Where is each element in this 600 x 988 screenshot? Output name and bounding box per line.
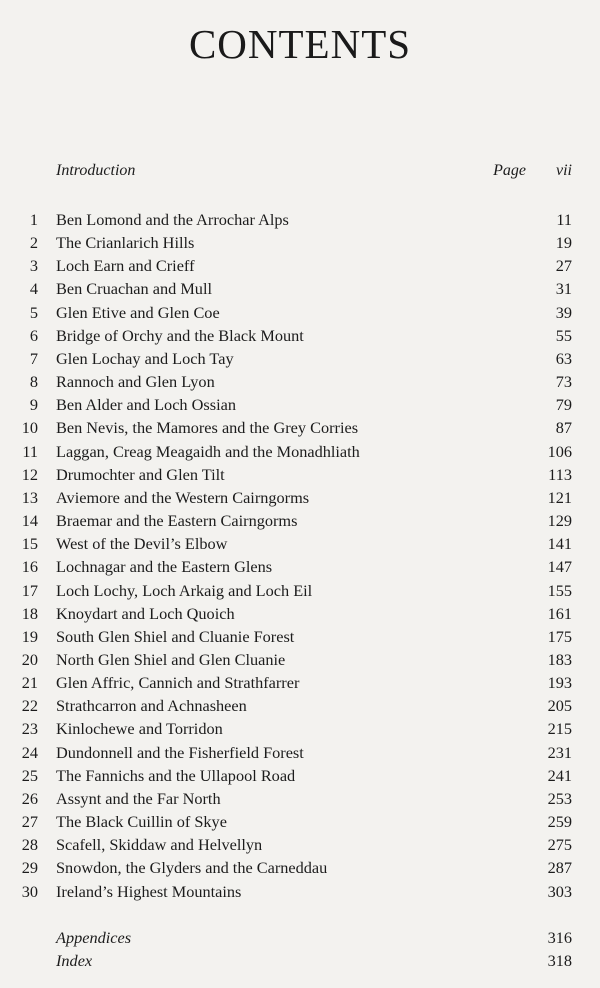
chapter-page: 259 (547, 812, 572, 832)
chapter-row[interactable] (20, 532, 572, 555)
chapter-title: North Glen Shiel and Glen Cluanie (56, 649, 286, 669)
chapter-number: 9 (29, 395, 38, 415)
chapter-number: 4 (29, 279, 38, 299)
chapter-title: Laggan, Creag Meagaidh and the Monadhliath (56, 441, 360, 461)
chapter-title: Glen Lochay and Loch Tay (56, 348, 234, 368)
chapter-page: 79 (555, 395, 572, 415)
page-word: Page (493, 162, 526, 179)
chapter-title: Strathcarron and Achnasheen (56, 696, 247, 716)
page-title: CONTENTS (188, 21, 412, 67)
chapter-row[interactable] (20, 880, 572, 903)
chapter-number: 16 (21, 557, 38, 577)
chapter-number: 17 (21, 580, 38, 600)
chapter-page: 106 (547, 441, 572, 461)
chapter-number: 19 (21, 626, 38, 646)
chapter-title: South Glen Shiel and Cluanie Forest (56, 626, 295, 646)
chapter-title: Lochnagar and the Eastern Glens (56, 557, 273, 577)
chapter-row[interactable] (20, 694, 572, 717)
introduction-label: Introduction (56, 162, 136, 179)
chapter-number: 12 (21, 464, 38, 484)
chapter-page: 55 (555, 325, 572, 345)
chapter-row[interactable] (20, 509, 572, 532)
chapter-page: 11 (556, 210, 572, 229)
chapter-number: 21 (21, 673, 38, 693)
chapter-title: Kinlochewe and Torridon (56, 719, 223, 739)
chapter-page: 193 (547, 673, 572, 693)
chapter-row[interactable] (20, 393, 572, 416)
chapter-number: 27 (21, 812, 38, 832)
chapter-title: Ireland’s Highest Mountains (56, 881, 242, 901)
chapter-title: Scafell, Skiddaw and Helvellyn (56, 835, 263, 855)
chapter-page: 141 (547, 534, 572, 554)
chapter-number: 23 (21, 719, 38, 739)
chapter-number: 8 (29, 372, 38, 392)
chapter-page: 275 (547, 835, 572, 855)
chapter-number: 11 (22, 441, 38, 461)
chapter-row[interactable] (20, 717, 572, 740)
chapter-page: 303 (547, 881, 572, 901)
chapter-row[interactable] (20, 602, 572, 625)
chapter-page: 253 (547, 788, 572, 808)
chapter-page: 183 (547, 649, 572, 669)
chapter-number: 3 (29, 256, 38, 276)
chapter-number: 26 (21, 788, 38, 808)
chapter-title: Snowdon, the Glyders and the Carneddau (56, 858, 328, 878)
back-matter-page: 318 (547, 951, 572, 971)
chapter-title: Ben Alder and Loch Ossian (56, 395, 236, 415)
chapter-page: 27 (555, 256, 572, 276)
chapter-row[interactable] (20, 810, 572, 833)
chapter-page: 287 (547, 858, 572, 878)
chapter-page: 205 (547, 696, 572, 716)
chapter-page: 175 (547, 626, 572, 646)
chapter-row[interactable] (20, 347, 572, 370)
back-matter-title: Appendices (56, 928, 132, 947)
chapter-number: 25 (21, 765, 38, 785)
chapter-title: Braemar and the Eastern Cairngorms (56, 511, 298, 531)
chapter-number: 24 (21, 742, 38, 762)
chapter-row[interactable] (20, 486, 572, 509)
chapter-row[interactable] (20, 463, 572, 486)
chapter-number: 14 (21, 511, 38, 531)
chapter-page: 63 (555, 348, 572, 368)
chapter-title: The Black Cuillin of Skye (56, 812, 227, 832)
chapter-row[interactable] (20, 277, 572, 300)
introduction-page: vii (556, 162, 572, 179)
chapter-number: 29 (21, 858, 38, 878)
chapter-title: Loch Lochy, Loch Arkaig and Loch Eil (56, 580, 313, 600)
chapter-row[interactable] (20, 671, 572, 694)
chapter-title: Drumochter and Glen Tilt (56, 464, 225, 484)
chapter-title: West of the Devil’s Elbow (56, 534, 228, 554)
chapter-title: Glen Etive and Glen Coe (56, 302, 220, 322)
chapter-row[interactable] (20, 741, 572, 764)
back-matter-list (56, 926, 572, 972)
chapter-number: 20 (21, 649, 38, 669)
chapter-page: 155 (547, 580, 572, 600)
chapter-number: 5 (29, 302, 38, 322)
chapter-row[interactable] (20, 370, 572, 393)
chapter-title: Dundonnell and the Fisherfield Forest (56, 742, 304, 762)
chapter-number: 13 (21, 487, 38, 507)
chapter-row[interactable] (20, 254, 572, 277)
chapter-row[interactable] (20, 579, 572, 602)
chapter-title: Bridge of Orchy and the Black Mount (56, 325, 304, 345)
chapter-row[interactable] (20, 764, 572, 787)
chapter-title: The Fannichs and the Ullapool Road (56, 765, 296, 785)
chapter-row[interactable] (20, 833, 572, 856)
chapter-page: 31 (555, 279, 572, 299)
chapter-page: 161 (547, 603, 572, 623)
chapter-row[interactable] (20, 231, 572, 254)
chapter-number: 6 (29, 325, 38, 345)
chapter-title: Rannoch and Glen Lyon (56, 372, 215, 392)
chapter-number: 7 (29, 348, 38, 368)
chapter-number: 18 (21, 603, 38, 623)
chapter-title: Assynt and the Far North (56, 788, 221, 808)
chapter-title: Ben Nevis, the Mamores and the Grey Corries (56, 418, 359, 438)
back-matter-title: Index (56, 951, 93, 971)
chapter-row[interactable] (20, 625, 572, 648)
chapter-title: Loch Earn and Crieff (56, 256, 195, 276)
chapter-title: Aviemore and the Western Cairngorms (56, 487, 310, 507)
chapter-row[interactable] (20, 856, 572, 879)
chapter-list (20, 208, 572, 903)
introduction-entry[interactable] (56, 162, 572, 186)
back-matter-row[interactable] (56, 949, 572, 972)
chapter-number: 30 (21, 881, 38, 901)
back-matter-row[interactable] (56, 926, 572, 949)
chapter-title: Knoydart and Loch Quoich (56, 603, 235, 623)
chapter-title: Ben Cruachan and Mull (56, 279, 212, 299)
chapter-number: 28 (21, 835, 38, 855)
chapter-page: 39 (555, 302, 572, 322)
chapter-page: 215 (547, 719, 572, 739)
chapter-number: 15 (21, 534, 38, 554)
chapter-row[interactable] (20, 416, 572, 439)
chapter-row[interactable] (20, 555, 572, 578)
chapter-number: 10 (21, 418, 38, 438)
chapter-page: 113 (548, 464, 572, 484)
chapter-page: 241 (547, 765, 572, 785)
chapter-row[interactable] (20, 440, 572, 463)
chapter-page: 231 (547, 742, 572, 762)
chapter-number: 22 (21, 696, 38, 716)
chapter-title: Glen Affric, Cannich and Strathfarrer (56, 673, 300, 693)
chapter-page: 19 (555, 233, 572, 253)
chapter-page: 87 (555, 418, 572, 438)
chapter-row[interactable] (20, 787, 572, 810)
chapter-row[interactable] (20, 208, 572, 231)
chapter-page: 121 (547, 487, 572, 507)
chapter-row[interactable] (20, 324, 572, 347)
chapter-number: 1 (29, 210, 38, 229)
chapter-number: 2 (29, 233, 38, 253)
chapter-page: 147 (547, 557, 572, 577)
chapter-title: The Crianlarich Hills (56, 233, 195, 253)
back-matter-page: 316 (547, 928, 572, 947)
chapter-row[interactable] (20, 648, 572, 671)
chapter-page: 73 (555, 372, 572, 392)
chapter-title: Ben Lomond and the Arrochar Alps (56, 210, 289, 229)
chapter-page: 129 (547, 511, 572, 531)
chapter-row[interactable] (20, 301, 572, 324)
